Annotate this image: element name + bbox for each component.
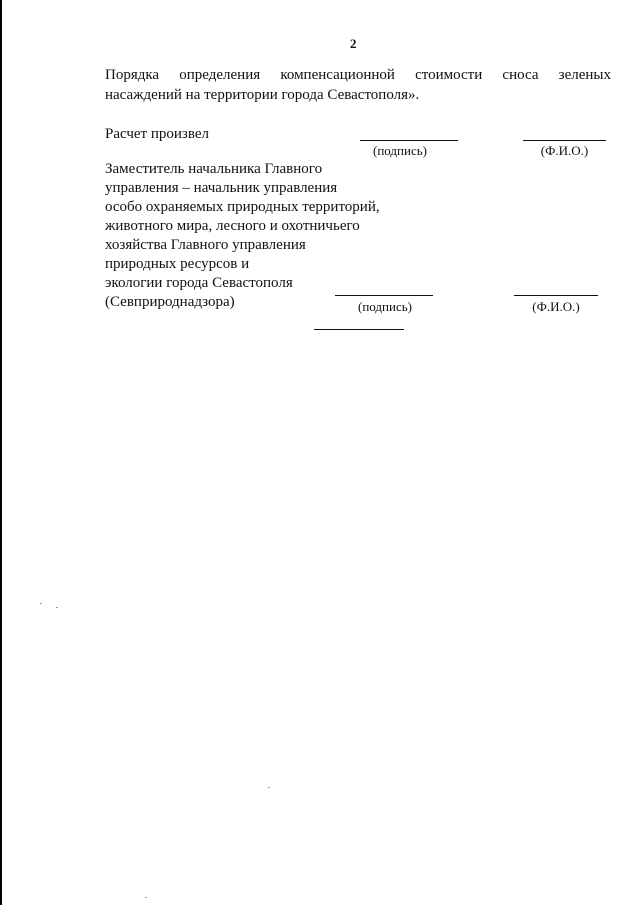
official-position: Заместитель начальника Главного управления – начальник управления особо охраняемых природных территорий, животного мира, лесного и охотничьего хозяйства Главного управления природных ресурсов и экологии города Севастополя (Севприроднадзора) [105,161,380,310]
official-signature-caption: (подпись) [358,299,412,314]
calc-performed-label: Расчет произвел [105,126,209,142]
page-number: 2 [350,36,357,51]
scan-speck [268,787,270,788]
calc-signature-line [360,140,458,141]
page-edge [0,0,2,905]
intro-text-line-1: Порядка определения компенсационной стоимости сноса зеленых [105,67,611,83]
scan-speck [40,603,42,604]
official-name-line [514,295,598,296]
calc-name-caption: (Ф.И.О.) [540,143,589,158]
intro-text-line-2: насаждений на территории города Севастополя». [105,87,420,103]
scan-speck [56,607,58,608]
calc-name-line [523,140,606,141]
official-name-caption: (Ф.И.О.) [532,299,580,314]
closing-separator-line [314,329,404,330]
scan-speck [145,897,147,898]
calc-signature-caption: (подпись) [373,143,427,158]
official-signature-line [335,295,433,296]
